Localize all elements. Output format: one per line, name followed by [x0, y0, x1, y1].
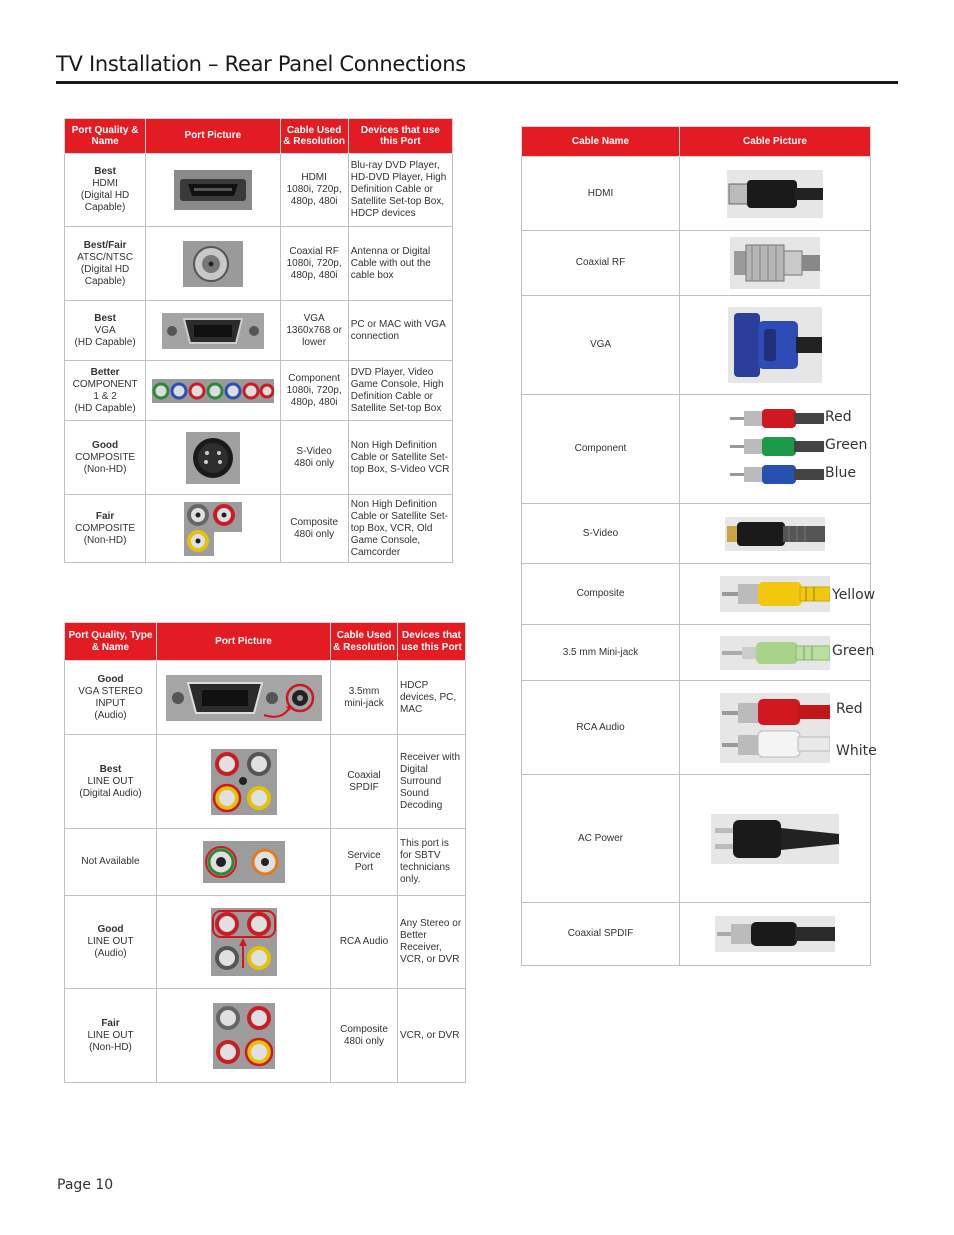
port-name-cell: Not Available [65, 829, 157, 896]
table-row [522, 296, 871, 395]
cable-picture-cell [680, 231, 871, 296]
header-port-picture: Port Picture [146, 119, 280, 154]
hdmi-cable-image [727, 170, 823, 218]
port-name-cell: Good COMPOSITE (Non-HD) [65, 421, 146, 495]
port-picture-cell [146, 421, 280, 495]
coaxial-port-image [183, 241, 243, 287]
composite-ports-image [184, 502, 242, 556]
cable-cell: S-Video 480i only [280, 421, 348, 495]
svideo-cable-image [725, 517, 825, 551]
port-name-cell: Best/Fair ATSC/NTSC (Digital HD Capable) [65, 227, 146, 301]
hdmi-port-image [174, 170, 252, 210]
component-green-label: Green [825, 437, 868, 453]
coaxial-spdif-cable-image [715, 916, 835, 952]
table-row [522, 625, 871, 681]
table-row [65, 495, 453, 563]
coaxial-cable-image [730, 237, 820, 289]
table-row [522, 564, 871, 625]
table-row [65, 989, 466, 1083]
devices-cell: Blu-ray DVD Player, HD-DVD Player, High Definition Cable or Satellite Set-top Box, HDCP devices [348, 154, 452, 227]
component-red-label: Red [825, 409, 852, 425]
vga-cable-image [728, 307, 822, 383]
cable-cell: Component 1080i, 720p, 480p, 480i [280, 361, 348, 421]
devices-cell: Non High Definition Cable or Satellite Set-top Box, VCR, Old Game Console, Camcorder [348, 495, 452, 563]
devices-cell: Any Stereo or Better Receiver, VCR, or DVR [398, 896, 466, 989]
video-ports-table [64, 118, 453, 563]
devices-cell: This port is for SBTV technicians only. [398, 829, 466, 896]
cable-cell: Service Port [331, 829, 398, 896]
table-row [522, 231, 871, 296]
table-row [65, 421, 453, 495]
table-row [522, 504, 871, 564]
port-name-cell: Best HDMI (Digital HD Capable) [65, 154, 146, 227]
cable-name-cell: Coaxial SPDIF [522, 903, 680, 966]
cable-name-cell: 3.5 mm Mini-jack [522, 625, 680, 681]
table-row [65, 735, 466, 829]
composite-yellow-label: Yellow [832, 587, 876, 603]
cable-cell: Composite 480i only [280, 495, 348, 563]
cable-name-cell: Coaxial RF [522, 231, 680, 296]
port-picture-cell [146, 495, 280, 563]
port-picture-cell [146, 154, 280, 227]
ac-power-cable-image [711, 814, 839, 864]
cable-name-cell: Component [522, 395, 680, 504]
table-row [65, 896, 466, 989]
devices-cell: DVD Player, Video Game Console, High Definition Cable or Satellite Set-top Box [348, 361, 452, 421]
cable-picture-cell [680, 903, 871, 966]
page-number: Page 10 [57, 1177, 114, 1193]
cable-cell: Coaxial SPDIF [331, 735, 398, 829]
port-name-cell: Best LINE OUT (Digital Audio) [65, 735, 157, 829]
cable-picture-cell [680, 157, 871, 231]
rca-red-label: Red [836, 701, 863, 717]
cable-cell: VGA 1360x768 or lower [280, 301, 348, 361]
port-picture-cell [146, 361, 280, 421]
cable-picture-cell [680, 296, 871, 395]
cable-cell: 3.5mm mini-jack [331, 661, 398, 735]
header-port-picture: Port Picture [157, 623, 331, 661]
cable-name-cell: VGA [522, 296, 680, 395]
port-name-cell: Good VGA STEREO INPUT (Audio) [65, 661, 157, 735]
header-cable-picture: Cable Picture [680, 127, 871, 157]
table-row [65, 301, 453, 361]
port-name-cell: Good LINE OUT (Audio) [65, 896, 157, 989]
composite-cable-image [720, 576, 830, 612]
cable-cell: Coaxial RF 1080i, 720p, 480p, 480i [280, 227, 348, 301]
devices-cell: Receiver with Digital Surround Sound Decoding [398, 735, 466, 829]
port-picture-cell [157, 989, 331, 1083]
table-row [65, 661, 466, 735]
page-title: TV Installation – Rear Panel Connections [56, 52, 466, 76]
port-name-cell: Best VGA (HD Capable) [65, 301, 146, 361]
devices-cell: HDCP devices, PC, MAC [398, 661, 466, 735]
port-picture-cell [157, 661, 331, 735]
cable-picture-cell [680, 681, 871, 775]
cable-name-cell: Composite [522, 564, 680, 625]
port-picture-cell [157, 829, 331, 896]
table-row [65, 829, 466, 896]
cable-picture-cell [680, 504, 871, 564]
header-cable-name: Cable Name [522, 127, 680, 157]
devices-cell: PC or MAC with VGA connection [348, 301, 452, 361]
rca-audio-port-image [211, 908, 277, 976]
cable-cell: Composite 480i only [331, 989, 398, 1083]
title-rule [56, 81, 898, 84]
table-row [522, 157, 871, 231]
svideo-port-image [186, 432, 240, 484]
table-row [65, 154, 453, 227]
port-name-cell: Better COMPONENT 1 & 2 (HD Capable) [65, 361, 146, 421]
component-ports-image [152, 379, 274, 403]
spdif-port-image [211, 749, 277, 815]
port-picture-cell [146, 301, 280, 361]
cable-name-cell: RCA Audio [522, 681, 680, 775]
header-port-quality: Port Quality & Name [65, 119, 146, 154]
table-row [65, 227, 453, 301]
minijack-cable-image [720, 636, 830, 670]
table-row [65, 361, 453, 421]
vga-port-image [162, 313, 264, 349]
header-cable-used: Cable Used & Resolution [331, 623, 398, 661]
table-row [522, 903, 871, 966]
service-port-image [203, 841, 285, 883]
devices-cell: Antenna or Digital Cable with out the cable box [348, 227, 452, 301]
cable-table [521, 126, 871, 966]
cable-name-cell: AC Power [522, 775, 680, 903]
component-blue-label: Blue [825, 465, 856, 481]
devices-cell: VCR, or DVR [398, 989, 466, 1083]
header-cable-used: Cable Used & Resolution [280, 119, 348, 154]
table-row [522, 395, 871, 504]
cable-cell: RCA Audio [331, 896, 398, 989]
header-port-quality: Port Quality, Type & Name [65, 623, 157, 661]
header-devices: Devices that use this Port [398, 623, 466, 661]
port-picture-cell [146, 227, 280, 301]
port-picture-cell [157, 735, 331, 829]
port-name-cell: Fair COMPOSITE (Non-HD) [65, 495, 146, 563]
audio-ports-table [64, 622, 466, 1083]
cable-name-cell: HDMI [522, 157, 680, 231]
table-row [522, 681, 871, 775]
minijack-green-label: Green [832, 643, 875, 659]
header-devices: Devices that use this Port [348, 119, 452, 154]
cable-name-cell: S-Video [522, 504, 680, 564]
devices-cell: Non High Definition Cable or Satellite Set-top Box, S-Video VCR [348, 421, 452, 495]
vga-audio-port-image [166, 675, 322, 721]
component-cable-image [728, 407, 824, 491]
rca-white-label: White [836, 743, 877, 759]
table-row [522, 775, 871, 903]
cable-picture-cell [680, 775, 871, 903]
rca-cable-image [720, 693, 830, 763]
port-name-cell: Fair LINE OUT (Non-HD) [65, 989, 157, 1083]
port-picture-cell [157, 896, 331, 989]
cable-cell: HDMI 1080i, 720p, 480p, 480i [280, 154, 348, 227]
composite-audio-port-image [213, 1003, 275, 1069]
